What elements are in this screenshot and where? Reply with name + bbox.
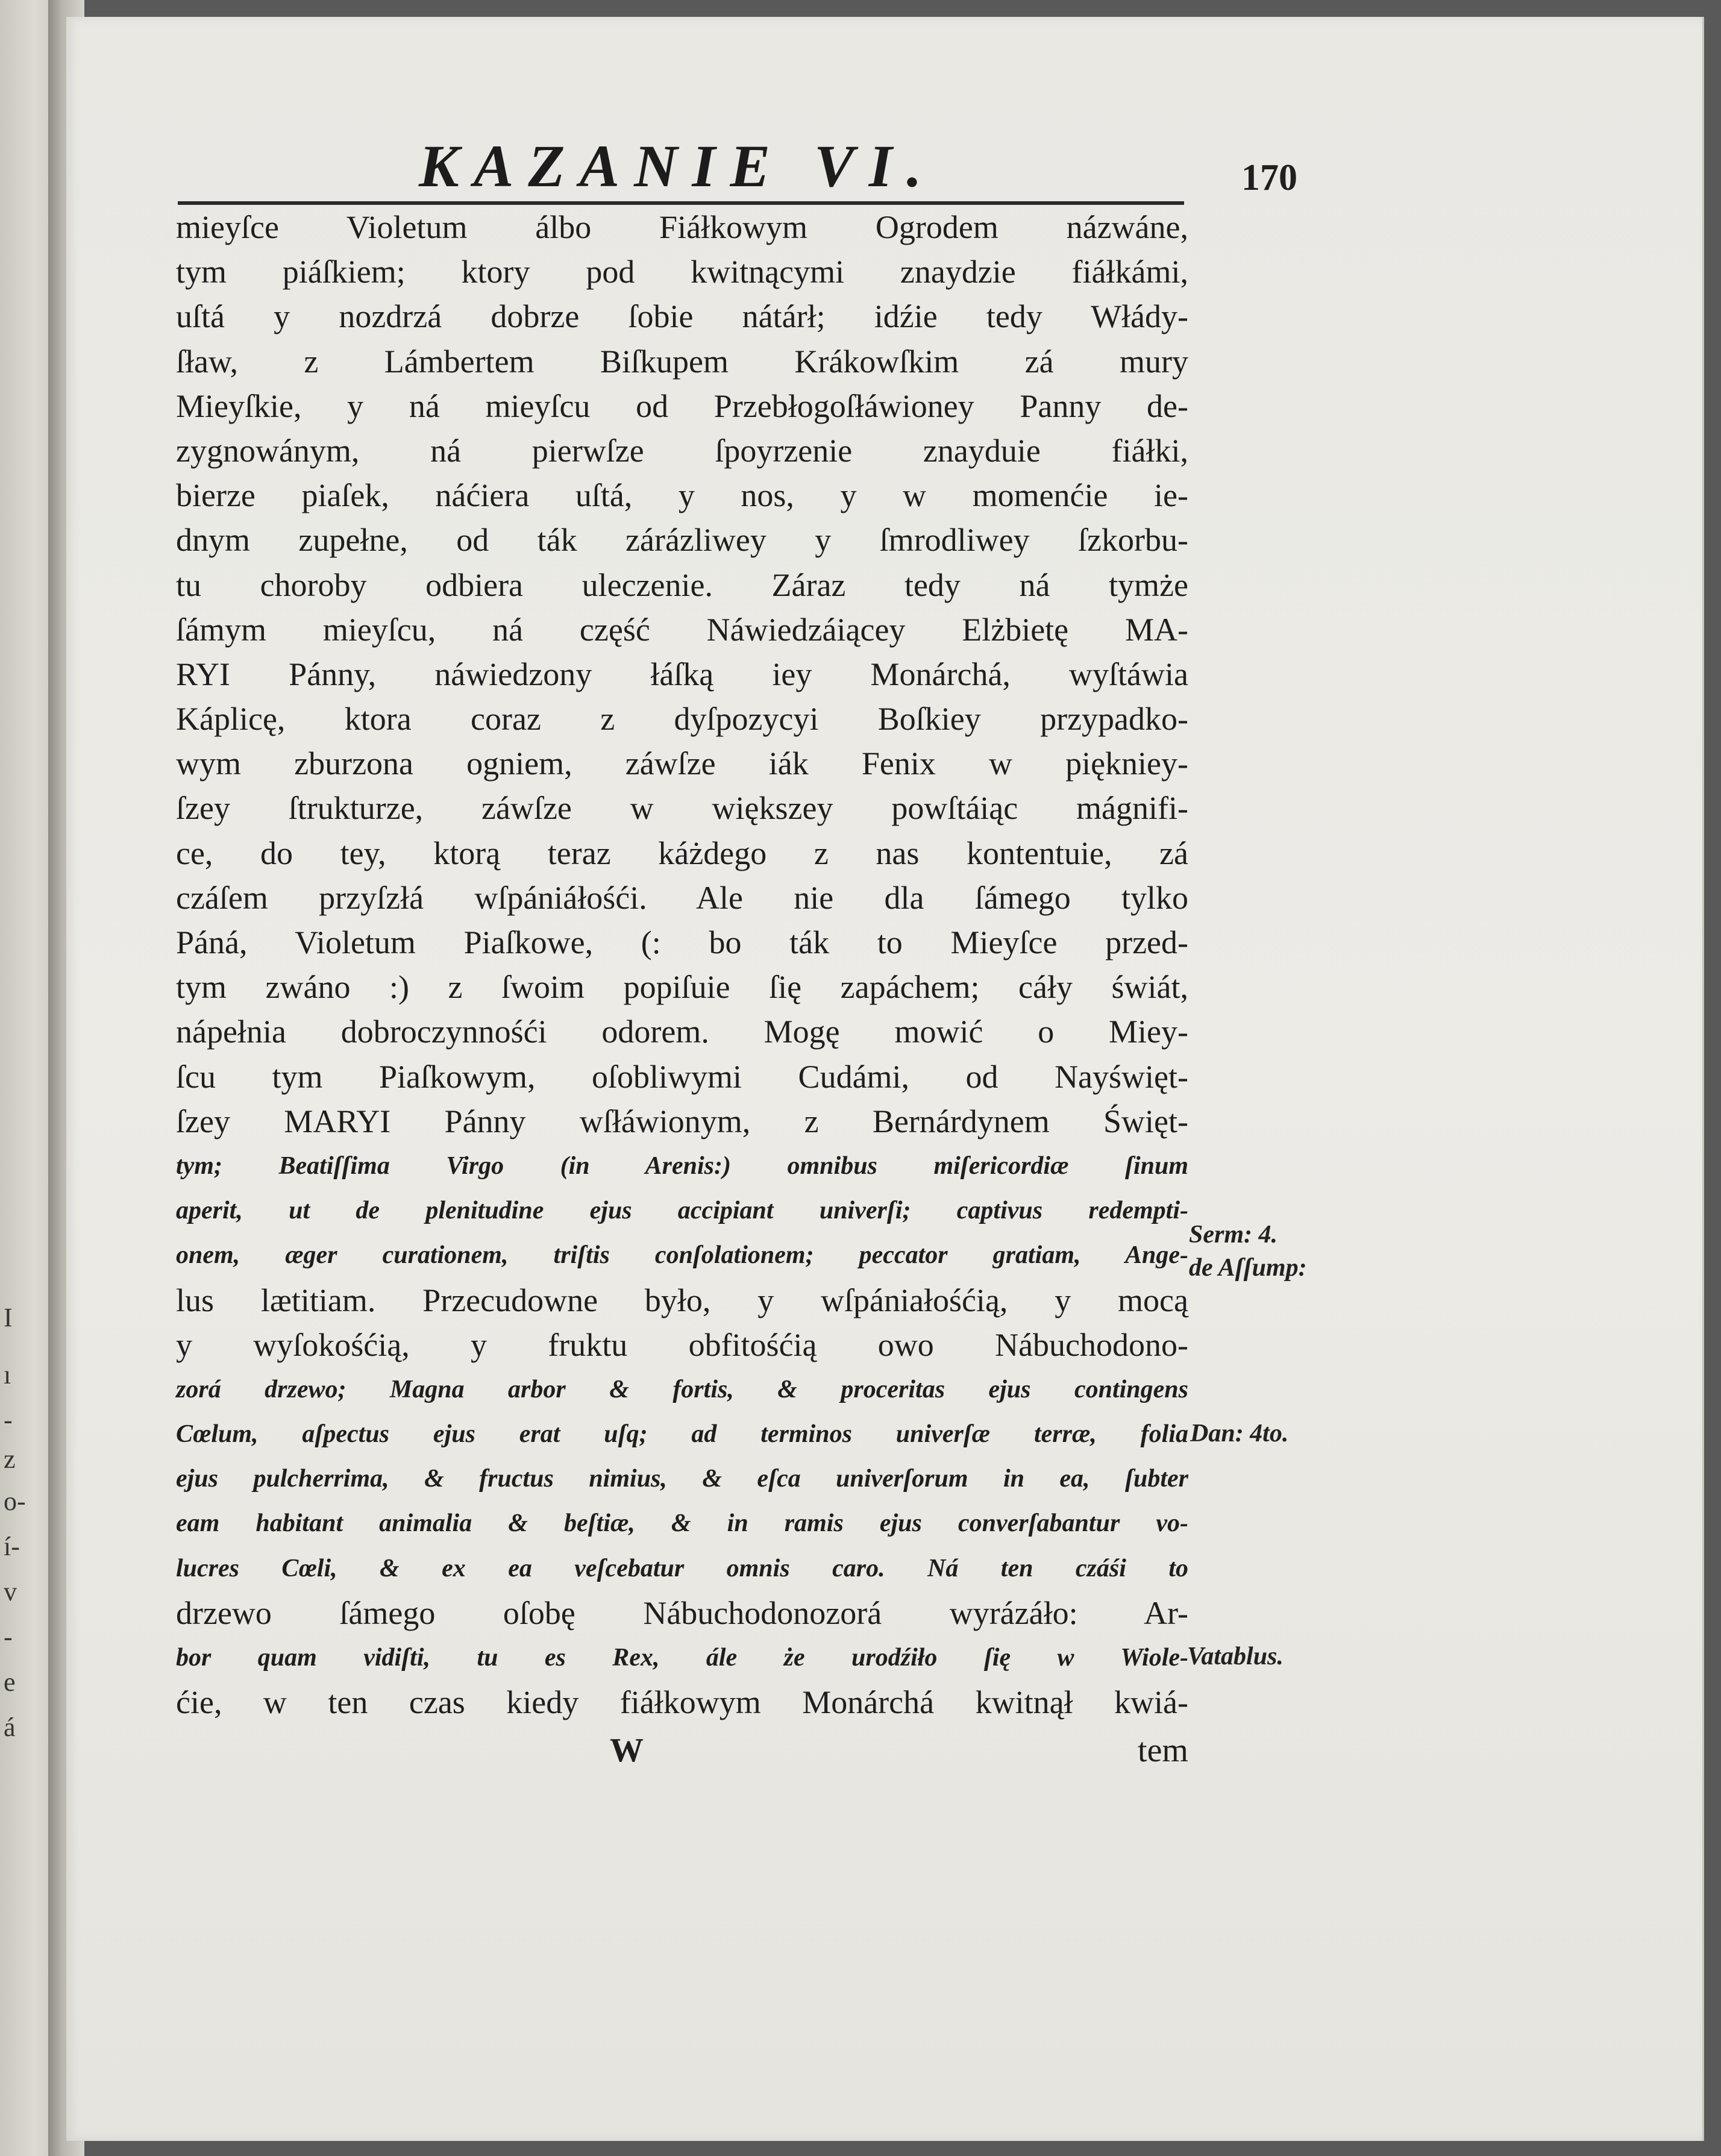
text-line: tym zwáno :) z ſwoim popiſuie ſię zapáchem; cáły świát, bbox=[176, 969, 1188, 1006]
running-title: KAZANIE VI. bbox=[419, 133, 936, 199]
text-line: bor quam vidiſti, tu es Rex, ále że urodźiło ſię w Wiole- bbox=[176, 1644, 1188, 1672]
page-header bbox=[350, 133, 1297, 208]
text-line: ćie, w ten czas kiedy fiáłkowym Monárchá kwitnął kwiá- bbox=[176, 1684, 1188, 1721]
text-line: tym; Beatiſſima Virgo (in Arenis:) omnibus miſericordiæ ſinum bbox=[176, 1152, 1188, 1180]
text-line: y wyſokośćią, y fruktu obfitośćią owo Nábuchodono- bbox=[176, 1326, 1188, 1363]
margin-note-dan: Dan: 4to. bbox=[1190, 1420, 1289, 1447]
text-line: ſcu tym Piaſkowym, oſobliwymi Cudámi, od Nayświęt- bbox=[176, 1058, 1188, 1095]
text-line: drzewo ſámego oſobę Nábuchodonozorá wyrázáło: Ar- bbox=[176, 1594, 1188, 1631]
text-line: lus lætitiam. Przecudowne było, y wſpániałośćią, y mocą bbox=[176, 1282, 1188, 1318]
text-line: nápełnia dobroczynnośći odorem. Mogę mowić o Miey- bbox=[176, 1014, 1188, 1050]
text-line: onem, æger curationem, triſtis conſolationem; peccator gratiam, Ange- bbox=[176, 1241, 1188, 1270]
text-line: zorá drzewo; Magna arbor & fortis, & proceritas ejus contingens bbox=[176, 1375, 1188, 1403]
text-line: aperit, ut de plenitudine ejus accipiant univerſi; captivus redempti- bbox=[176, 1197, 1188, 1225]
text-line: ſław, z Lámbertem Biſkupem Krákowſkim zá mury bbox=[176, 343, 1188, 380]
text-line: Cœlum, aſpectus ejus erat uſq; ad terminos univerſæ terræ, folia bbox=[176, 1420, 1188, 1449]
text-line: RYI Pánny, náwiedzony łáſką iey Monárchá, wyſtáwia bbox=[176, 656, 1188, 692]
edge-char: z bbox=[4, 1444, 16, 1474]
edge-char: í- bbox=[4, 1532, 20, 1561]
text-line: ejus pulcherrima, & fructus nimius, & eſca univerſorum in ea, ſubter bbox=[176, 1465, 1188, 1493]
text-line: wym zburzona ogniem, záwſze iák Fenix w piękniey- bbox=[176, 745, 1188, 782]
text-line: ſzey ſtrukturze, záwſze w większey powſtáiąc mágnifi- bbox=[176, 790, 1188, 827]
text-line: tu choroby odbiera uleczenie. Záraz tedy ná tymże bbox=[176, 566, 1188, 603]
edge-char: e bbox=[4, 1667, 16, 1697]
text-line: uſtá y nozdrzá dobrze ſobie nátárł; idźie tedy Włády- bbox=[176, 298, 1188, 335]
edge-char: o- bbox=[4, 1487, 26, 1516]
text-line: dnym zupełne, od ták zárázliwey y ſmrodliwey ſzkorbu- bbox=[176, 522, 1188, 559]
margin-note-assump: de Aſſump: bbox=[1189, 1254, 1307, 1282]
text-line: ſámym mieyſcu, ná część Náwiedzáiącey Elżbietę MA- bbox=[176, 611, 1188, 648]
edge-char: ı bbox=[4, 1360, 11, 1390]
text-line: Mieyſkie, y ná mieyſcu od Przebłogoſłáwioney Panny de- bbox=[176, 387, 1188, 424]
edge-char: I bbox=[4, 1303, 13, 1332]
text-line: lucres Cœli, & ex ea veſcebatur omnis caro. Ná ten czáśi to bbox=[176, 1554, 1188, 1582]
book-page bbox=[66, 17, 1704, 2141]
text-line: ſzey MARYI Pánny wſłáwionym, z Bernárdynem Święt- bbox=[176, 1103, 1188, 1139]
edge-char: - bbox=[4, 1405, 13, 1435]
margin-note-serm: Serm: 4. bbox=[1189, 1221, 1277, 1249]
signature-mark: W bbox=[610, 1732, 644, 1769]
edge-char: - bbox=[4, 1622, 13, 1652]
edge-char: v bbox=[4, 1577, 17, 1606]
text-line: tym piáſkiem; ktory pod kwitnącymi znaydzie fiáłkámi, bbox=[176, 254, 1188, 290]
text-line: zygnowánym, ná pierwſze ſpoyrzenie znayduie fiáłki, bbox=[176, 432, 1188, 469]
body-text bbox=[176, 205, 1188, 1725]
text-line: mieyſce Violetum álbo Fiáłkowym Ogrodem názwáne, bbox=[176, 209, 1188, 245]
text-line: Káplicę, ktora coraz z dyſpozycyi Boſkiey przypadko- bbox=[176, 701, 1188, 738]
catchword-line bbox=[176, 1728, 1188, 1773]
catchword: tem bbox=[1138, 1732, 1188, 1769]
text-line: czáſem przyſzłá wſpániáłośći. Ale nie dla ſámego tylko bbox=[176, 879, 1188, 916]
text-line: eam habitant animalia & beſtiæ, & in ramis ejus converſabantur vo- bbox=[176, 1509, 1188, 1538]
margin-note-vatablus: Vatablus. bbox=[1187, 1643, 1284, 1670]
page-number: 170 bbox=[1241, 157, 1297, 198]
text-line: Páná, Violetum Piaſkowe, (: bo ták to Mieyſce przed- bbox=[176, 924, 1188, 960]
edge-char: á bbox=[4, 1713, 16, 1742]
text-line: ce, do tey, ktorą teraz káżdego z nas kontentuie, zá bbox=[176, 835, 1188, 871]
text-line: bierze piaſek, náćiera uſtá, y nos, y w momenćie ie- bbox=[176, 477, 1188, 514]
